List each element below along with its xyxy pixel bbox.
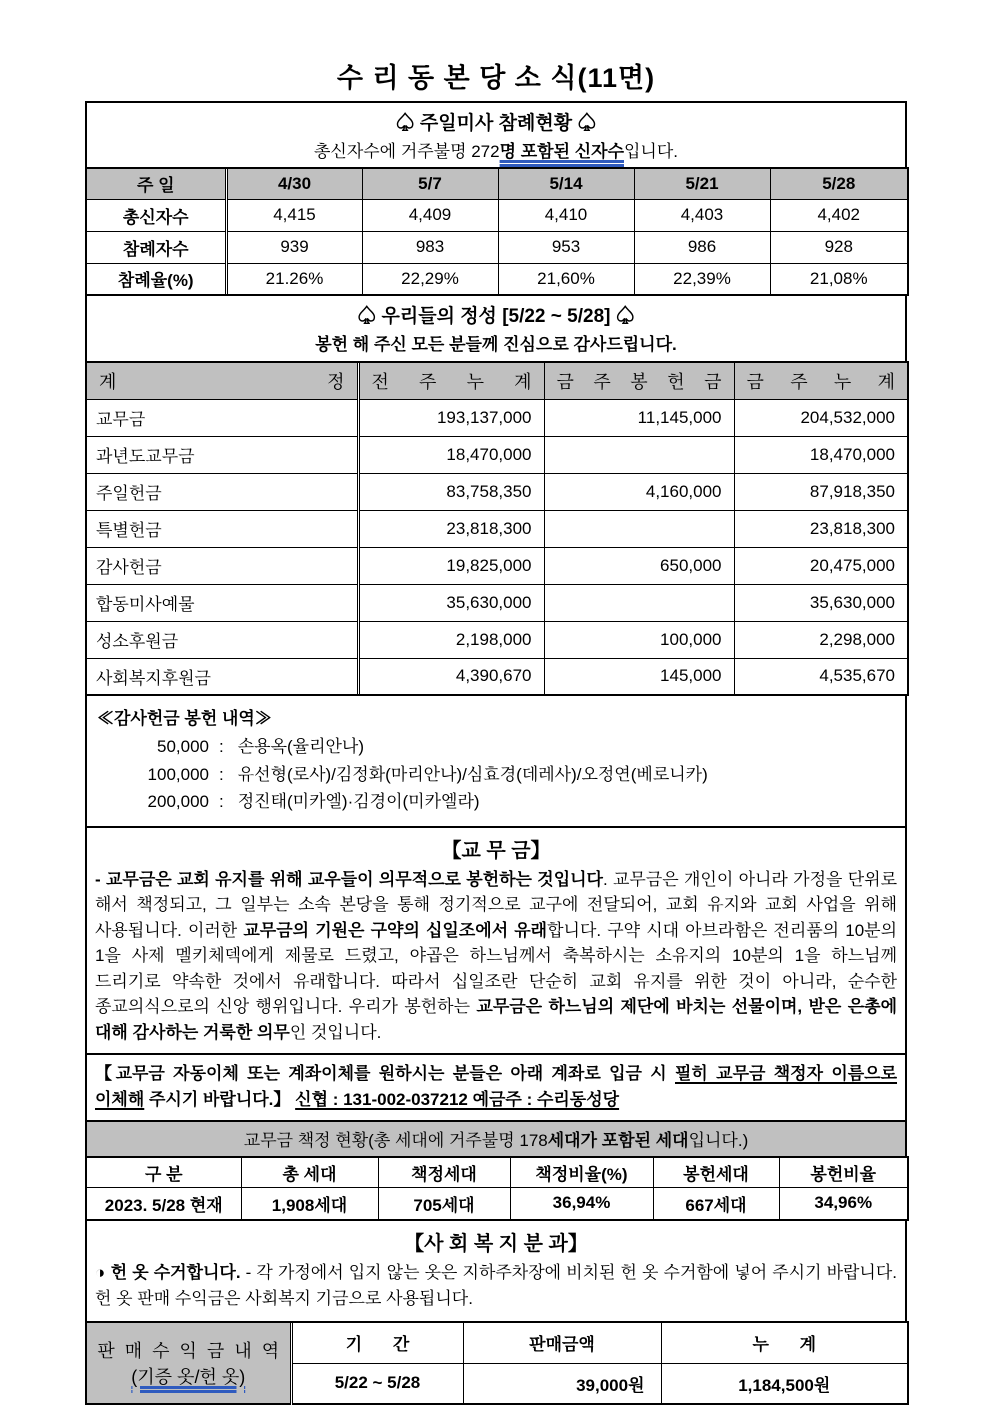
table-row-attendance-rate xyxy=(86,263,908,295)
value-cell: 939 xyxy=(226,231,362,263)
assessment-banner: 교무금 책정 현황(총 세대에 거주불명 178세대가 포함된 세대입니다.) xyxy=(85,1120,907,1158)
header-cell-total-households: 총 세대 xyxy=(241,1157,378,1187)
prev-total-cell: 83,758,350 xyxy=(358,473,544,510)
offering-label: 교무금 xyxy=(86,399,358,436)
prev-total-cell: 19,825,000 xyxy=(358,547,544,584)
page-title: 수 리 동 본 당 소 식(11면) xyxy=(336,63,656,93)
sales-table xyxy=(85,1321,909,1405)
assessment-offering-rate: 34,96% xyxy=(779,1187,908,1220)
thanks-item xyxy=(97,788,895,816)
offering-row xyxy=(86,473,908,510)
value-cell: 21,08% xyxy=(770,263,908,295)
header-cell-sunday: 주 일 xyxy=(86,168,226,199)
week-total-cell: 204,532,000 xyxy=(734,399,908,436)
prev-total-cell: 193,137,000 xyxy=(358,399,544,436)
offering-row xyxy=(86,510,908,547)
mass-attendance-table xyxy=(85,167,909,296)
header-cell-date: 5/7 xyxy=(362,168,498,199)
week-total-cell: 2,298,000 xyxy=(734,621,908,658)
header-cell-assessed: 책정세대 xyxy=(378,1157,510,1187)
prev-total-cell: 4,390,670 xyxy=(358,658,544,695)
thanks-item xyxy=(97,733,895,761)
mass-attendance-subtitle: 총신자수에 거주불명 272명 포함된 신자수입니다. xyxy=(313,142,678,161)
header-cell-week-total: 금 주 누 계 xyxy=(734,362,908,399)
offering-row xyxy=(86,399,908,436)
week-offering-cell xyxy=(544,584,734,621)
row-label: 참례율(%) xyxy=(86,263,226,295)
value-cell: 4,409 xyxy=(362,199,498,231)
assessment-date: 2023. 5/28 현재 xyxy=(86,1187,241,1220)
offering-table xyxy=(85,361,909,696)
row-label: 참례자수 xyxy=(86,231,226,263)
assessment-assessed: 705세대 xyxy=(378,1187,510,1220)
sales-header-row xyxy=(86,1322,908,1363)
value-cell: 4,415 xyxy=(226,199,362,231)
transfer-notice: 【교무금 자동이체 또는 계좌이체를 원하시는 분들은 아래 계좌로 입금 시 필히 교무금 책정자 이름으로 이체해 주시기 바랍니다.】 신협 : 131-002-037212 예금주 : 수리동성당 xyxy=(85,1053,907,1122)
row-label: 총신자수 xyxy=(86,199,226,231)
offering-label: 주일헌금 xyxy=(86,473,358,510)
offering-label: 합동미사예물 xyxy=(86,584,358,621)
week-offering-cell xyxy=(544,436,734,473)
sales-label-line1: 판 매 수 익 금 내 역 xyxy=(97,1341,280,1362)
prev-total-cell: 2,198,000 xyxy=(358,621,544,658)
week-offering-cell: 100,000 xyxy=(544,621,734,658)
sales-amount: 39,000원 xyxy=(463,1363,661,1404)
assessment-table xyxy=(85,1156,909,1221)
sales-cumulative: 1,184,500원 xyxy=(661,1363,908,1404)
welfare-title: 【사 회 복 지 분 과】 xyxy=(404,1233,588,1256)
dues-title: 【교 무 금】 xyxy=(441,839,551,862)
week-total-cell: 20,475,000 xyxy=(734,547,908,584)
value-cell: 986 xyxy=(634,231,770,263)
header-cell-cumulative: 누 계 xyxy=(661,1322,908,1363)
assessment-data-row xyxy=(86,1187,908,1220)
thanks-separator: : xyxy=(219,792,224,812)
week-total-cell: 35,630,000 xyxy=(734,584,908,621)
offering-row xyxy=(86,436,908,473)
table-row-attendees xyxy=(86,231,908,263)
thanks-detail-section xyxy=(85,694,907,828)
offering-row xyxy=(86,547,908,584)
bulletin-page xyxy=(85,56,907,1405)
offering-label: 사회복지후원금 xyxy=(86,658,358,695)
week-offering-cell: 145,000 xyxy=(544,658,734,695)
assessment-offering-households: 667세대 xyxy=(653,1187,779,1220)
mass-attendance-header xyxy=(85,101,907,169)
thanks-names: 손용옥(율리안나) xyxy=(237,737,365,756)
thanks-item xyxy=(97,761,895,789)
header-cell-date: 4/30 xyxy=(226,168,362,199)
offering-label: 특별헌금 xyxy=(86,510,358,547)
value-cell: 4,402 xyxy=(770,199,908,231)
offering-row xyxy=(86,658,908,695)
value-cell: 983 xyxy=(362,231,498,263)
thanks-names: 유선형(로사)/김정화(마리안나)/심효경(데레사)/오정연(베로니카) xyxy=(237,764,708,784)
value-cell: 4,403 xyxy=(634,199,770,231)
offering-header xyxy=(85,294,907,363)
offering-label: 감사헌금 xyxy=(86,547,358,584)
header-cell-offering-households: 봉헌세대 xyxy=(653,1157,779,1187)
header-cell-category: 구 분 xyxy=(86,1157,241,1187)
week-offering-cell: 4,160,000 xyxy=(544,473,734,510)
week-total-cell: 4,535,670 xyxy=(734,658,908,695)
header-cell-account: 계 정 xyxy=(86,362,358,399)
sales-label-line2: (기증 옷/헌 옷) xyxy=(131,1367,246,1388)
header-cell-date: 5/21 xyxy=(634,168,770,199)
offering-row xyxy=(86,621,908,658)
week-total-cell: 87,918,350 xyxy=(734,473,908,510)
dues-body: - 교무금은 교회 유지를 위해 교우들이 의무적으로 봉헌하는 것입니다. 교무금은 개인이 아니라 가정을 단위로 해서 책정되고, 그 일부는 소속 본당을 통해 정기적으로 교구에 전달되어, 교회 유지와 교회 사업을 위해 사용됩니다. 이러한 교무금의 기원은 구약의 십일조에서 유래합니다. 구약 시대 아브라함은 전리품의 10분의 1을 사제 멜키체덱에게 제물로 드렸고, 야곱은 하느님께서 축복하시는 소유지의 10분의 1을 하느님께 드리기로 약속한 것에서 유래합니다. 따라서 십일조란 단순히 교회 유지를 위한 것이 아니라, 순수한 종교의식으로의 신앙 행위입니다. 우리가 봉헌하는 교무금은 하느님의 제단에 바치는 선물이며, 받은 은총에 대해 감사하는 거룩한 의무인 것입니다. xyxy=(95,869,897,1042)
dues-section xyxy=(85,826,907,1056)
offering-row xyxy=(86,584,908,621)
thanks-amount: 50,000 xyxy=(157,737,209,756)
assessment-assessed-rate: 36,94% xyxy=(510,1187,653,1220)
header-cell-prev-total: 전 주 누 계 xyxy=(358,362,544,399)
assessment-header-row xyxy=(86,1157,908,1187)
thanks-separator: : xyxy=(219,737,224,756)
assessment-total: 1,908세대 xyxy=(241,1187,378,1220)
value-cell: 22,29% xyxy=(362,263,498,295)
header-cell-assessed-rate: 책정비율(%) xyxy=(510,1157,653,1187)
value-cell: 21.26% xyxy=(226,263,362,295)
value-cell: 22,39% xyxy=(634,263,770,295)
week-offering-cell: 650,000 xyxy=(544,547,734,584)
week-total-cell: 18,470,000 xyxy=(734,436,908,473)
table-row-total-members xyxy=(86,199,908,231)
mass-attendance-title: ♤ 주일미사 참례현황 ♤ xyxy=(395,113,597,134)
thanks-amount: 100,000 xyxy=(147,764,209,784)
value-cell: 928 xyxy=(770,231,908,263)
header-cell-sales-amount: 판매금액 xyxy=(463,1322,661,1363)
offering-label: 성소후원금 xyxy=(86,621,358,658)
offering-subtitle: 봉헌 해 주신 모든 분들께 진심으로 감사드립니다. xyxy=(315,335,677,354)
header-cell-date: 5/28 xyxy=(770,168,908,199)
offering-title: ♤ 우리들의 정성 [5/22 ~ 5/28] ♤ xyxy=(357,306,635,327)
value-cell: 953 xyxy=(498,231,634,263)
header-cell-offering-rate: 봉헌비율 xyxy=(779,1157,908,1187)
week-total-cell: 23,818,300 xyxy=(734,510,908,547)
header-cell-week-offering: 금 주 봉 헌 금 xyxy=(544,362,734,399)
welfare-body: ◑ 헌 옷 수거합니다. - 각 가정에서 입지 않는 옷은 지하주차장에 비치된 헌 옷 수거함에 넣어 주시기 바랍니다. 헌 옷 판매 수익금은 사회복지 기금으로 사용됩니다. xyxy=(95,1263,897,1308)
thanks-amount: 200,000 xyxy=(147,792,209,812)
thanks-detail-title: ≪감사헌금 봉헌 내역≫ xyxy=(97,709,272,728)
prev-total-cell: 18,470,000 xyxy=(358,436,544,473)
week-offering-cell xyxy=(544,510,734,547)
value-cell: 21,60% xyxy=(498,263,634,295)
thanks-separator: : xyxy=(219,764,224,784)
welfare-section xyxy=(85,1219,907,1323)
value-cell: 4,410 xyxy=(498,199,634,231)
prev-total-cell: 23,818,300 xyxy=(358,510,544,547)
sales-label-cell xyxy=(86,1322,291,1404)
mass-table-header-row xyxy=(86,168,908,199)
offering-label: 과년도교무금 xyxy=(86,436,358,473)
week-offering-cell: 11,145,000 xyxy=(544,399,734,436)
sales-period: 5/22 ~ 5/28 xyxy=(291,1363,463,1404)
header-cell-period: 기 간 xyxy=(291,1322,463,1363)
offering-header-row xyxy=(86,362,908,399)
header-cell-date: 5/14 xyxy=(498,168,634,199)
prev-total-cell: 35,630,000 xyxy=(358,584,544,621)
thanks-names: 정진태(미카엘)·김경이(미카엘라) xyxy=(237,792,480,812)
